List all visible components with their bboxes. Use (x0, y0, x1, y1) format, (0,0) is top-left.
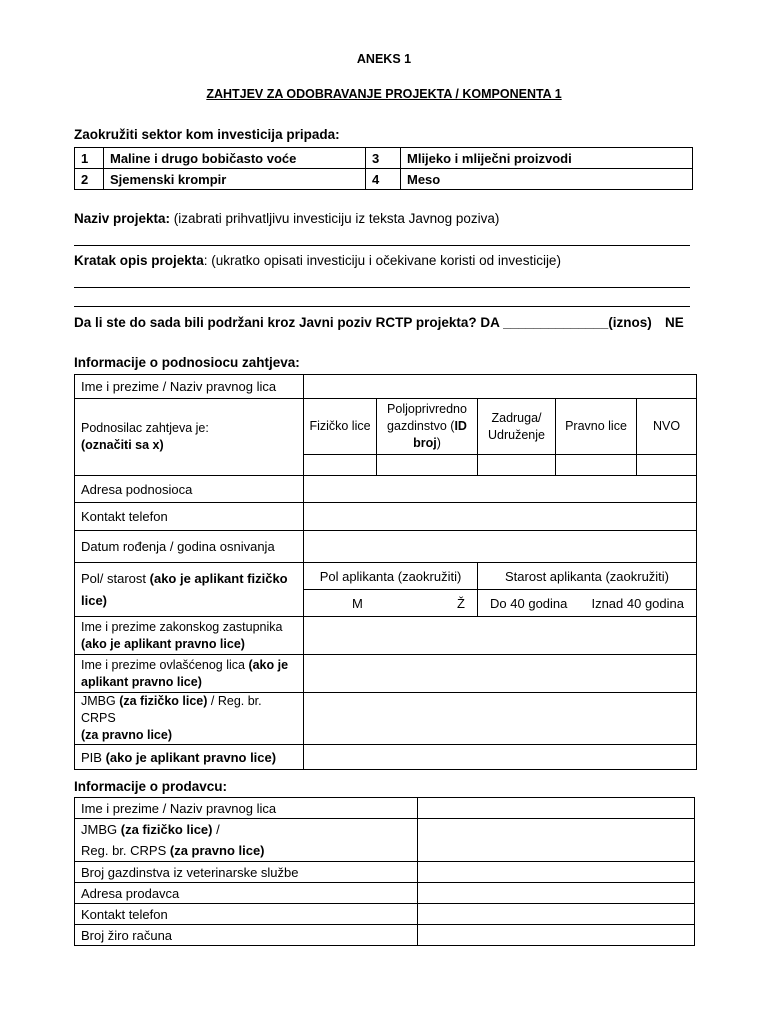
applicant-table (74, 374, 697, 770)
auth-value[interactable] (304, 655, 697, 693)
auth-hint: (ako je aplikant pravno lice) (81, 657, 289, 689)
jmbg-label (75, 693, 304, 745)
applicant-sex-header-row (75, 563, 697, 590)
sector-label: Zaokružiti sektor kom investicija pripada: (74, 127, 340, 142)
applicant-address-label: Adresa podnosioca (75, 476, 304, 503)
seller-jmbg-value[interactable] (418, 819, 695, 862)
applicant-rep-row (75, 617, 697, 655)
seller-address-row (75, 883, 695, 904)
project-name-label: Naziv projekta: (74, 211, 171, 226)
sex-age-hint: (ako je aplikant fizičko lice) (81, 570, 288, 608)
project-desc-line-2[interactable] (74, 306, 690, 307)
seller-name-label: Ime i prezime / Naziv pravnog lica (75, 798, 418, 819)
form-title: ZAHTJEV ZA ODOBRAVANJE PROJEKTA / KOMPONENTA 1 (206, 87, 562, 101)
seller-jmbg-hint: (za fizičko lice) (120, 822, 213, 837)
seller-name-value[interactable] (418, 798, 695, 819)
applicant-heading: Informacije o podnosiocu zahtjeva: (74, 355, 300, 370)
applicant-type-row (75, 399, 697, 455)
applicant-pib-row (75, 745, 697, 770)
sex-z-option[interactable]: Ž (457, 595, 465, 611)
type-fizicko: Fizičko lice (304, 399, 377, 455)
jmbg-hint: (za fizičko lice) (119, 694, 208, 708)
auth-label (75, 655, 304, 693)
jmbg-value[interactable] (304, 693, 697, 745)
crps-text: / Reg. br. CRPS (81, 694, 262, 725)
sector-name[interactable]: Maline i drugo bobičasto voće (104, 148, 366, 169)
sex-options (304, 590, 478, 617)
sector-name[interactable]: Mlijeko i mliječni proizvodi (401, 148, 693, 169)
seller-table (74, 797, 695, 946)
annex-label: ANEKS 1 (356, 52, 412, 66)
sex-m-option[interactable]: M (352, 595, 363, 611)
type-zadruga: Zadruga/ Udruženje (478, 399, 556, 455)
rep-hint: (ako je aplikant pravno lice) (81, 636, 245, 651)
sex-age-label (75, 563, 304, 617)
sector-number[interactable]: 3 (366, 148, 401, 169)
project-name-row (74, 211, 499, 226)
mark-fizicko[interactable] (304, 455, 377, 476)
applicant-type-label (75, 399, 304, 476)
type-nvo: NVO (637, 399, 697, 455)
sector-row (75, 148, 693, 169)
seller-account-label: Broj žiro računa (75, 925, 418, 946)
sector-number[interactable]: 1 (75, 148, 104, 169)
auth-text: Ime i prezime ovlašćenog lica (81, 657, 249, 672)
type-poljo-id: ID broj (413, 419, 467, 450)
applicant-birth-label: Datum rođenja / godina osnivanja (75, 531, 304, 563)
sector-number[interactable]: 4 (366, 169, 401, 190)
applicant-phone-row (75, 503, 697, 531)
mark-poljoprivredno[interactable] (377, 455, 478, 476)
seller-jmbg-label (75, 819, 418, 862)
pib-value[interactable] (304, 745, 697, 770)
rep-value[interactable] (304, 617, 697, 655)
applicant-name-value[interactable] (304, 375, 697, 399)
applicant-jmbg-row (75, 693, 697, 745)
applicant-birth-row (75, 531, 697, 563)
applicant-auth-row (75, 655, 697, 693)
age-over-40-option[interactable]: Iznad 40 godina (591, 595, 684, 611)
age-header: Starost aplikanta (zaokružiti) (478, 563, 697, 590)
age-under-40-option[interactable]: Do 40 godina (490, 595, 568, 611)
project-name-hint: (izabrati prihvatljivu investiciju iz teksta Javnog poziva) (170, 211, 500, 226)
type-poljo-close: ) (436, 436, 441, 450)
seller-farm-row (75, 862, 695, 883)
applicant-name-label: Ime i prezime / Naziv pravnog lica (75, 375, 304, 399)
project-desc-row (74, 253, 561, 268)
applicant-name-row (75, 375, 697, 399)
sector-row (75, 169, 693, 190)
sector-number[interactable]: 2 (75, 169, 104, 190)
jmbg-text: JMBG (81, 694, 120, 708)
mark-pravno[interactable] (556, 455, 637, 476)
seller-jmbg-sep: / (212, 822, 220, 837)
pib-text: PIB (81, 749, 106, 765)
project-desc-hint: : (ukratko opisati investiciju i očekivane koristi od investicije) (203, 253, 561, 268)
seller-phone-row (75, 904, 695, 925)
crps-hint: (za pravno lice) (81, 728, 172, 742)
applicant-phone-label: Kontakt telefon (75, 503, 304, 531)
project-desc-label: Kratak opis projekta (74, 253, 204, 268)
type-pravno: Pravno lice (556, 399, 637, 455)
seller-reg-text: Reg. br. CRPS (81, 843, 170, 858)
rep-text: Ime i prezime zakonskog zastupnika (81, 619, 283, 634)
sector-table (74, 147, 693, 190)
support-question: Da li ste do sada bili podržani kroz Javni poziv RCTP projekta? DA ______________(iznos) (74, 315, 652, 330)
type-poljoprivredno (377, 399, 478, 455)
sector-name[interactable]: Meso (401, 169, 693, 190)
applicant-birth-value[interactable] (304, 531, 697, 563)
type-poljo-text: Poljoprivredno gazdinstvo ( (387, 402, 467, 433)
seller-heading: Informacije o prodavcu: (74, 779, 228, 794)
seller-phone-value[interactable] (418, 904, 695, 925)
age-options (478, 590, 697, 617)
mark-zadruga[interactable] (478, 455, 556, 476)
seller-jmbg-row (75, 819, 695, 862)
sector-name[interactable]: Sjemenski krompir (104, 169, 366, 190)
seller-account-row (75, 925, 695, 946)
applicant-phone-value[interactable] (304, 503, 697, 531)
support-no[interactable]: NE (665, 315, 684, 330)
applicant-address-value[interactable] (304, 476, 697, 503)
seller-name-row (75, 798, 695, 819)
applicant-address-row (75, 476, 697, 503)
project-name-line[interactable] (74, 245, 690, 246)
seller-farm-value[interactable] (418, 862, 695, 883)
project-desc-line-1[interactable] (74, 287, 690, 288)
seller-account-value[interactable] (418, 925, 695, 946)
pib-hint: (ako je aplikant pravno lice) (105, 749, 277, 765)
seller-phone-label: Kontakt telefon (75, 904, 418, 925)
applicant-type-hint: (označiti sa x) (81, 438, 164, 452)
applicant-type-text: Podnosilac zahtjeva je: (81, 421, 209, 435)
pib-label (75, 745, 304, 770)
seller-address-value[interactable] (418, 883, 695, 904)
seller-address-label: Adresa prodavca (75, 883, 418, 904)
mark-nvo[interactable] (637, 455, 697, 476)
seller-reg-hint: (za pravno lice) (169, 843, 265, 858)
sex-header: Pol aplikanta (zaokružiti) (304, 563, 478, 590)
seller-jmbg-text: JMBG (81, 822, 121, 837)
rep-label (75, 617, 304, 655)
seller-farm-label: Broj gazdinstva iz veterinarske službe (75, 862, 418, 883)
sex-age-text: Pol/ starost (81, 570, 150, 586)
